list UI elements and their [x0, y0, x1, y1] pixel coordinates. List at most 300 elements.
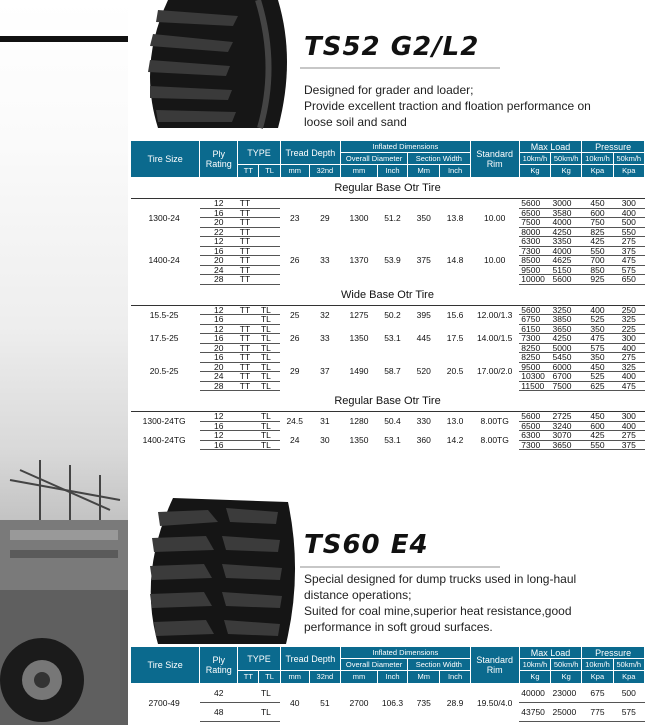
col-ply-rating: Ply Rating: [200, 647, 238, 684]
pressure-10-cell: 775: [582, 703, 613, 722]
tt-cell: [238, 684, 259, 703]
load-10-cell: 6300: [519, 237, 550, 247]
load-10-cell: 6500: [519, 421, 550, 431]
tire-size-cell: 1300-24: [148, 212, 180, 223]
load-50-cell: 23000: [551, 684, 582, 703]
pressure-50-cell: 300: [613, 199, 644, 209]
tread-32nd-cell: 51: [320, 697, 330, 708]
tread-32nd-cell: 33: [320, 255, 330, 265]
sw-mm-cell: 375: [416, 255, 431, 265]
tread-mm-cell: 40: [289, 697, 300, 708]
load-10-cell: 9500: [519, 362, 550, 372]
section-heading: Wide Base Otr Tire: [131, 284, 645, 305]
load-50-cell: 3350: [551, 237, 582, 247]
load-50-cell: 4250: [551, 227, 582, 237]
pressure-50-cell: 250: [613, 305, 644, 315]
pressure-50-cell: 500: [613, 218, 644, 228]
sw-mm-cell: 395: [416, 309, 431, 320]
sw-mm-cell: 360: [416, 434, 431, 445]
tt-cell: TT: [238, 208, 259, 218]
pressure-10-cell: 550: [582, 246, 613, 256]
tread-32nd-cell: 31: [320, 416, 330, 426]
spec-table: [130, 646, 645, 722]
sw-mm-cell: 330: [416, 416, 431, 426]
tt-cell: TT: [238, 305, 259, 315]
sw-mm-cell: 350: [416, 212, 431, 223]
pressure-50-cell: 650: [613, 275, 644, 285]
pressure-50-cell: 225: [613, 324, 644, 334]
ply-cell: 16: [200, 315, 238, 325]
ply-cell: 16: [200, 421, 238, 431]
load-50-cell: 6000: [551, 362, 582, 372]
load-10-cell: 5600: [519, 305, 550, 315]
ts52-tyre-image: [128, 0, 296, 130]
tt-cell: TT: [238, 199, 259, 209]
ply-cell: 20: [200, 256, 238, 266]
description-line: Suited for coal mine,superior heat resistance,good: [304, 604, 572, 618]
tread-32nd-cell: 37: [320, 366, 330, 377]
rim-cell: 8.00TG: [480, 416, 509, 426]
sw-inch-cell: 14.2: [446, 434, 464, 445]
tl-cell: [259, 218, 280, 228]
col-tread-depth: Tread Depth: [280, 647, 340, 671]
col-pressure-10: 10km/h: [582, 659, 613, 671]
pressure-50-cell: 475: [613, 256, 644, 266]
pressure-10-cell: 525: [582, 315, 613, 325]
ply-cell: 12: [200, 431, 238, 441]
load-50-cell: 5450: [551, 353, 582, 363]
od-mm-cell: 2700: [349, 697, 369, 708]
tt-cell: TT: [238, 237, 259, 247]
spec-table: [130, 140, 645, 450]
tread-32nd-cell: 30: [320, 434, 330, 445]
rim-cell: 19.50/4.0: [476, 697, 513, 708]
ply-cell: 16: [200, 208, 238, 218]
tread-mm-cell: 26: [289, 333, 300, 343]
od-mm-cell: 1350: [349, 434, 369, 445]
table-body: [131, 178, 645, 450]
load-50-cell: 3250: [551, 305, 582, 315]
rim-cell: 10.00: [484, 255, 506, 265]
col-sw-inch: Inch: [440, 671, 470, 684]
title-underline: [300, 67, 500, 69]
load-10-cell: 40000: [519, 684, 550, 703]
load-10-cell: 7300: [519, 334, 550, 344]
tl-cell: TL: [259, 372, 280, 382]
pressure-50-cell: 575: [613, 703, 644, 722]
table-row: [131, 237, 645, 247]
load-10-cell: 8000: [519, 227, 550, 237]
col-inflated-dimensions: Inflated Dimensions: [341, 647, 471, 659]
ply-cell: 24: [200, 372, 238, 382]
tt-cell: TT: [238, 265, 259, 275]
load-50-cell: 2725: [551, 412, 582, 422]
col-load-10: 10km/h: [519, 153, 550, 165]
load-10-cell: 43750: [519, 703, 550, 722]
pressure-50-cell: 300: [613, 334, 644, 344]
section-heading: Regular Base Otr Tire: [131, 391, 645, 412]
col-tt: TT: [238, 671, 259, 684]
pressure-10-cell: 425: [582, 431, 613, 441]
pressure-50-cell: 550: [613, 227, 644, 237]
col-max-load: Max Load: [519, 647, 582, 659]
pressure-10-cell: 750: [582, 218, 613, 228]
od-mm-cell: 1300: [349, 212, 369, 223]
col-tread-mm: mm: [280, 671, 309, 684]
col-overall-diameter: Overall Diameter: [341, 153, 408, 165]
ply-cell: 12: [200, 237, 238, 247]
col-kpa-2: Kpa: [613, 671, 644, 684]
tread-32nd-cell: 32: [320, 309, 330, 320]
sw-mm-cell: 735: [416, 697, 431, 708]
pressure-50-cell: 375: [613, 246, 644, 256]
col-kg-2: Kg: [551, 165, 582, 178]
rim-cell: 12.00/1.3: [476, 309, 513, 320]
load-50-cell: 5000: [551, 343, 582, 353]
pressure-10-cell: 700: [582, 256, 613, 266]
load-50-cell: 25000: [551, 703, 582, 722]
load-50-cell: 5150: [551, 265, 582, 275]
col-sw-mm: Mm: [408, 671, 440, 684]
col-section-width: Section Width: [408, 659, 471, 671]
tt-cell: TT: [238, 343, 259, 353]
load-50-cell: 6700: [551, 372, 582, 382]
tt-cell: TT: [238, 246, 259, 256]
col-od-mm: mm: [341, 671, 378, 684]
col-od-inch: Inch: [377, 165, 407, 178]
tl-cell: TL: [259, 324, 280, 334]
col-pressure: Pressure: [582, 141, 645, 153]
tl-cell: TL: [259, 315, 280, 325]
table-header: [131, 647, 645, 684]
col-inflated-dimensions: Inflated Dimensions: [341, 141, 471, 153]
tt-cell: [238, 703, 259, 722]
pressure-10-cell: 450: [582, 199, 613, 209]
rim-cell: 8.00TG: [480, 434, 509, 445]
pressure-50-cell: 275: [613, 237, 644, 247]
tl-cell: TL: [259, 421, 280, 431]
tl-cell: [259, 275, 280, 285]
tt-cell: [238, 315, 259, 325]
tl-cell: TL: [259, 343, 280, 353]
tread-mm-cell: 25: [289, 309, 300, 320]
od-mm-cell: 1350: [349, 333, 369, 343]
tread-mm-cell: 24: [289, 434, 300, 445]
col-load-10: 10km/h: [519, 659, 550, 671]
sw-inch-cell: 28.9: [446, 697, 464, 708]
load-10-cell: 11500: [519, 381, 550, 391]
col-pressure-50: 50km/h: [613, 659, 644, 671]
load-10-cell: 8500: [519, 256, 550, 266]
tl-cell: TL: [259, 684, 280, 703]
col-tire-size: Tire Size: [131, 141, 200, 178]
tire-size-cell: 2700-49: [148, 697, 180, 708]
load-10-cell: 8250: [519, 343, 550, 353]
tire-size-cell: 17.5-25: [149, 333, 179, 343]
tire-size-cell: 1400-24TG: [142, 434, 186, 445]
pressure-50-cell: 400: [613, 372, 644, 382]
pressure-10-cell: 825: [582, 227, 613, 237]
tl-cell: TL: [259, 362, 280, 372]
tl-cell: [259, 256, 280, 266]
load-10-cell: 9500: [519, 265, 550, 275]
tt-cell: TT: [238, 362, 259, 372]
od-mm-cell: 1280: [349, 416, 369, 426]
sw-inch-cell: 14.8: [446, 255, 464, 265]
load-50-cell: 4000: [551, 246, 582, 256]
od-inch-cell: 51.2: [384, 212, 401, 223]
pressure-10-cell: 450: [582, 412, 613, 422]
load-50-cell: 4250: [551, 334, 582, 344]
section-heading-row: [131, 284, 645, 305]
pressure-10-cell: 600: [582, 208, 613, 218]
load-50-cell: 7500: [551, 381, 582, 391]
sw-inch-cell: 17.5: [446, 333, 464, 343]
col-ply-rating: Ply Rating: [200, 141, 238, 178]
tt-cell: TT: [238, 353, 259, 363]
tt-cell: [238, 431, 259, 441]
sw-inch-cell: 15.6: [446, 309, 464, 320]
tt-cell: [238, 421, 259, 431]
table-row: [131, 199, 645, 209]
col-kpa-1: Kpa: [582, 671, 613, 684]
col-load-50: 50km/h: [551, 659, 582, 671]
col-tire-size: Tire Size: [131, 647, 200, 684]
pressure-10-cell: 850: [582, 265, 613, 275]
pressure-50-cell: 400: [613, 421, 644, 431]
load-10-cell: 10000: [519, 275, 550, 285]
tread-32nd-cell: 33: [320, 333, 330, 343]
ply-cell: 24: [200, 265, 238, 275]
od-inch-cell: 106.3: [381, 697, 404, 708]
section-heading-row: [131, 391, 645, 412]
pressure-50-cell: 325: [613, 315, 644, 325]
col-tl: TL: [259, 671, 280, 684]
ply-cell: 16: [200, 353, 238, 363]
load-10-cell: 7300: [519, 440, 550, 450]
description-line: distance operations;: [304, 588, 412, 602]
ply-cell: 28: [200, 275, 238, 285]
loader-machine-image: [0, 380, 128, 725]
tl-cell: TL: [259, 334, 280, 344]
col-tread-mm: mm: [280, 165, 309, 178]
ply-cell: 20: [200, 218, 238, 228]
pressure-10-cell: 525: [582, 372, 613, 382]
tt-cell: TT: [238, 324, 259, 334]
tt-cell: TT: [238, 256, 259, 266]
table-row: [131, 431, 645, 441]
pressure-10-cell: 675: [582, 684, 613, 703]
load-50-cell: 4625: [551, 256, 582, 266]
ply-cell: 48: [200, 703, 238, 722]
pressure-10-cell: 425: [582, 237, 613, 247]
pressure-50-cell: 400: [613, 208, 644, 218]
tl-cell: TL: [259, 431, 280, 441]
pressure-10-cell: 400: [582, 305, 613, 315]
col-sw-inch: Inch: [440, 165, 470, 178]
description-line: loose soil and sand: [304, 115, 407, 129]
tl-cell: TL: [259, 353, 280, 363]
pressure-10-cell: 600: [582, 421, 613, 431]
load-10-cell: 6500: [519, 208, 550, 218]
description-line: performance in soft groud surfaces.: [304, 620, 493, 634]
tl-cell: [259, 237, 280, 247]
ply-cell: 42: [200, 684, 238, 703]
product-title: TS60 E4: [304, 530, 429, 560]
load-10-cell: 7500: [519, 218, 550, 228]
tt-cell: TT: [238, 275, 259, 285]
tt-cell: TT: [238, 227, 259, 237]
col-max-load: Max Load: [519, 141, 582, 153]
od-inch-cell: 50.4: [384, 416, 401, 426]
ply-cell: 12: [200, 412, 238, 422]
ply-cell: 12: [200, 324, 238, 334]
tire-size-cell: 20.5-25: [149, 366, 179, 377]
col-pressure-10: 10km/h: [582, 153, 613, 165]
load-10-cell: 5600: [519, 199, 550, 209]
load-50-cell: 3850: [551, 315, 582, 325]
od-inch-cell: 53.1: [384, 434, 401, 445]
pressure-50-cell: 575: [613, 265, 644, 275]
sw-inch-cell: 13.8: [446, 212, 464, 223]
load-10-cell: 5600: [519, 412, 550, 422]
tt-cell: TT: [238, 334, 259, 344]
pressure-50-cell: 325: [613, 362, 644, 372]
col-od-mm: mm: [341, 165, 378, 178]
load-50-cell: 4000: [551, 218, 582, 228]
pressure-50-cell: 500: [613, 684, 644, 703]
tire-size-cell: 1400-24: [148, 255, 180, 265]
table-row: [131, 353, 645, 363]
col-kg-2: Kg: [551, 671, 582, 684]
tread-mm-cell: 23: [289, 212, 300, 223]
load-50-cell: 5600: [551, 275, 582, 285]
col-tread-depth: Tread Depth: [280, 141, 340, 165]
col-tread-32nd: 32nd: [309, 165, 340, 178]
pressure-10-cell: 925: [582, 275, 613, 285]
col-pressure-50: 50km/h: [613, 153, 644, 165]
title-underline: [300, 566, 500, 568]
load-10-cell: 10300: [519, 372, 550, 382]
col-kpa-1: Kpa: [582, 165, 613, 178]
tt-cell: [238, 440, 259, 450]
pressure-50-cell: 475: [613, 381, 644, 391]
col-type: TYPE: [238, 647, 280, 671]
col-kg-1: Kg: [519, 671, 550, 684]
load-50-cell: 3650: [551, 324, 582, 334]
product-title: TS52 G2/L2: [304, 32, 480, 62]
description-line: Provide excellent traction and floation performance on: [304, 99, 591, 113]
od-mm-cell: 1370: [349, 255, 369, 265]
decorative-bar: [0, 36, 128, 42]
col-tt: TT: [238, 165, 259, 178]
rim-cell: 14.00/1.5: [476, 333, 513, 343]
tl-cell: TL: [259, 305, 280, 315]
tread-mm-cell: 26: [289, 255, 300, 265]
tread-mm-cell: 29: [289, 366, 300, 377]
load-50-cell: 3240: [551, 421, 582, 431]
col-kpa-2: Kpa: [613, 165, 644, 178]
ply-cell: 16: [200, 440, 238, 450]
load-10-cell: 8250: [519, 353, 550, 363]
pressure-10-cell: 550: [582, 440, 613, 450]
tire-size-cell: 15.5-25: [149, 309, 179, 320]
tread-32nd-cell: 29: [320, 212, 330, 223]
tl-cell: TL: [259, 703, 280, 722]
od-mm-cell: 1490: [349, 366, 369, 377]
ply-cell: 20: [200, 343, 238, 353]
tt-cell: TT: [238, 218, 259, 228]
section-heading: Regular Base Otr Tire: [131, 178, 645, 199]
load-50-cell: 3650: [551, 440, 582, 450]
load-50-cell: 3580: [551, 208, 582, 218]
pressure-10-cell: 625: [582, 381, 613, 391]
tl-cell: [259, 199, 280, 209]
table-header: [131, 141, 645, 178]
table-body: [131, 684, 645, 722]
col-section-width: Section Width: [408, 153, 471, 165]
product-description: [304, 82, 644, 130]
pressure-50-cell: 300: [613, 412, 644, 422]
pressure-10-cell: 450: [582, 362, 613, 372]
col-load-50: 50km/h: [551, 153, 582, 165]
col-od-inch: Inch: [377, 671, 407, 684]
tt-cell: TT: [238, 372, 259, 382]
tl-cell: TL: [259, 381, 280, 391]
col-type: TYPE: [238, 141, 280, 165]
sw-mm-cell: 520: [416, 366, 431, 377]
pressure-50-cell: 275: [613, 353, 644, 363]
pressure-10-cell: 350: [582, 324, 613, 334]
col-standard-rim: Standard Rim: [470, 647, 519, 684]
rim-cell: 17.00/2.0: [476, 366, 513, 377]
sw-inch-cell: 20.5: [446, 366, 464, 377]
tl-cell: [259, 227, 280, 237]
col-tread-32nd: 32nd: [309, 671, 340, 684]
pressure-50-cell: 375: [613, 440, 644, 450]
od-mm-cell: 1275: [349, 309, 369, 320]
load-10-cell: 7300: [519, 246, 550, 256]
ply-cell: 12: [200, 305, 238, 315]
product-description: [304, 571, 644, 635]
load-10-cell: 6300: [519, 431, 550, 441]
od-inch-cell: 53.1: [384, 333, 401, 343]
section-heading-row: [131, 178, 645, 199]
col-standard-rim: Standard Rim: [470, 141, 519, 178]
tl-cell: TL: [259, 412, 280, 422]
tread-mm-cell: 24.5: [286, 416, 303, 426]
ts60-tyre-image: [138, 498, 298, 648]
od-inch-cell: 58.7: [384, 366, 401, 377]
rim-cell: 10.00: [484, 212, 506, 223]
col-sw-mm: Mm: [408, 165, 440, 178]
tire-size-cell: 1300-24TG: [142, 416, 186, 426]
table-row: [131, 684, 645, 703]
od-inch-cell: 53.9: [384, 255, 401, 265]
tl-cell: [259, 265, 280, 275]
sw-inch-cell: 13.0: [446, 416, 464, 426]
ply-cell: 16: [200, 334, 238, 344]
tl-cell: [259, 246, 280, 256]
sw-mm-cell: 445: [416, 333, 431, 343]
ply-cell: 16: [200, 246, 238, 256]
pressure-50-cell: 400: [613, 343, 644, 353]
table-row: [131, 412, 645, 422]
tt-cell: TT: [238, 381, 259, 391]
load-50-cell: 3000: [551, 199, 582, 209]
ply-cell: 12: [200, 199, 238, 209]
col-overall-diameter: Overall Diameter: [341, 659, 408, 671]
